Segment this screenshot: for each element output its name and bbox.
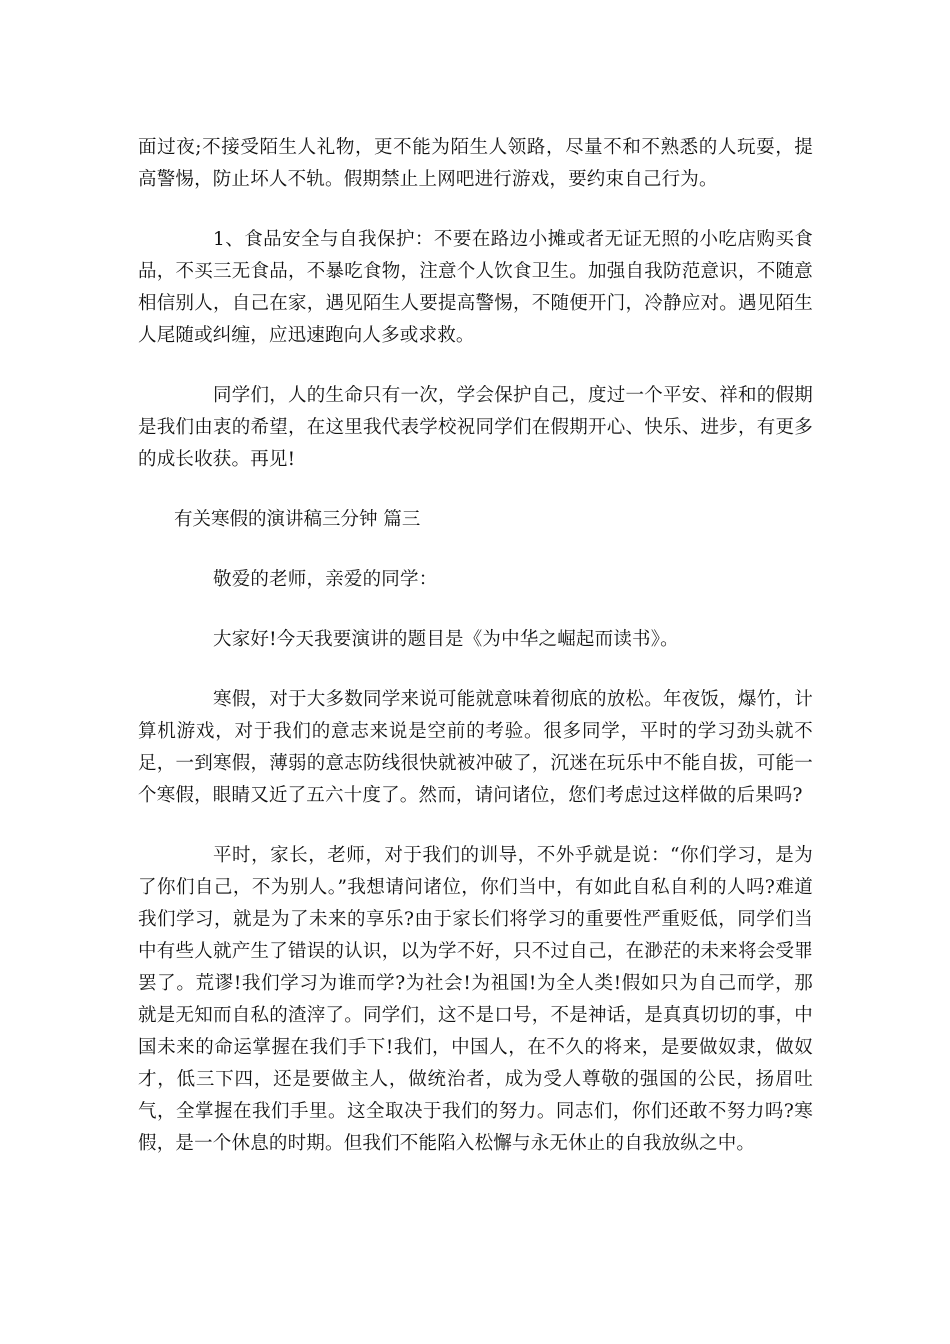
paragraph-winter-break: 寒假，对于大多数同学来说可能就意味着彻底的放松。年夜饭，爆竹，计算机游戏，对于我们的意志来说是空前的考验。很多同学，平时的学习劲头就不足，一到寒假，薄弱的意志防线很快就被冲破了，沉迷在玩乐中不能自拔，可能一个寒假，眼睛又近了五六十度了。然而，请问诸位，您们考虑过这样做的后果吗? — [138, 689, 813, 806]
greeting: 敬爱的老师，亲爱的同学： — [213, 569, 438, 590]
paragraph-continued: 面过夜;不接受陌生人礼物，更不能为陌生人领路，尽量不和不熟悉的人玩耍，提高警惕，防止坏人不轨。假期禁止上网吧进行游戏，要约束自己行为。 — [138, 137, 813, 190]
section-title: 有关寒假的演讲稿三分钟 篇三 — [174, 509, 421, 530]
speech-intro: 大家好!今天我要演讲的题目是《为中华之崛起而读书》。 — [213, 629, 679, 650]
paragraph-closing: 同学们，人的生命只有一次，学会保护自己，度过一个平安、祥和的假期是我们由衷的希望，在这里我代表学校祝同学们在假期开心、快乐、进步，有更多的成长收获。再见! — [138, 385, 813, 470]
document-page — [138, 132, 813, 1160]
paragraph-study-purpose: 平时，家长，老师，对于我们的训导，不外乎就是说：“你们学习，是为了你们自己，不为别人。”我想请问诸位，你们当中，有如此自私自利的人吗?难道我们学习，就是为了未来的享乐?由于家长们将学习的重要性严重贬低，同学们当中有些人就产生了错误的认识，以为学不好，只不过自己，在渺茫的未来将会受罪罢了。荒谬!我们学习为谁而学?为社会!为祖国!为全人类!假如只为自己而学，那就是无知而自私的渣滓了。同学们，这不是口号，不是神话，是真真切切的事，中国未来的命运掌握在我们手下!我们，中国人，在不久的将来，是要做奴隶，做奴才，低三下四，还是要做主人，做统治者，成为受人尊敬的强国的公民，扬眉吐气，全掌握在我们手里。这全取决于我们的努力。同志们，你们还敢不努力吗?寒假，是一个休息的时期。但我们不能陷入松懈与永无休止的自我放纵之中。 — [138, 845, 813, 1154]
paragraph-food-safety: 1、食品安全与自我保护：不要在路边小摊或者无证无照的小吃店购买食品，不买三无食品，不暴吃食物，注意个人饮食卫生。加强自我防范意识，不随意相信别人，自己在家，遇见陌生人要提高警惕，不随便开门，冷静应对。遇见陌生人尾随或纠缠，应迅速跑向人多或求救。 — [138, 229, 813, 346]
